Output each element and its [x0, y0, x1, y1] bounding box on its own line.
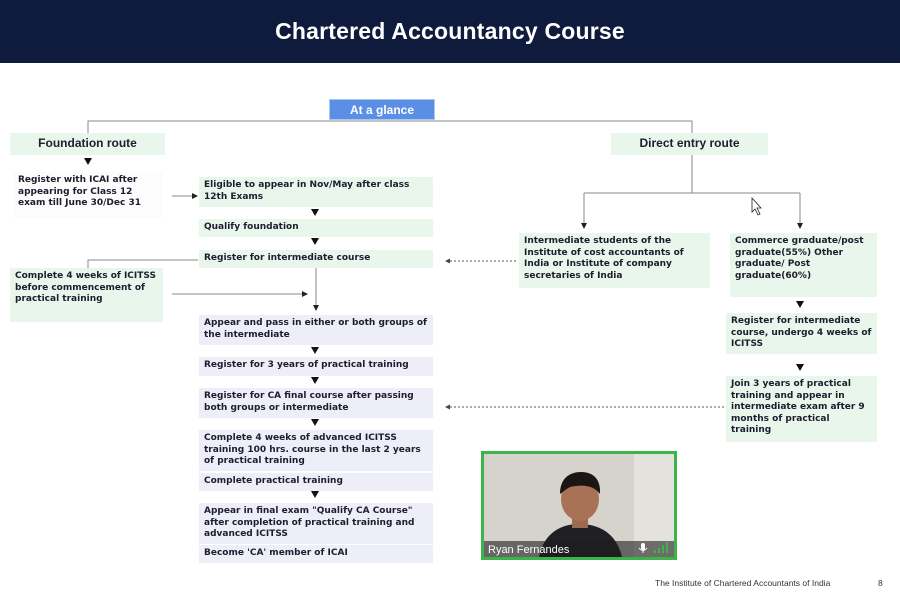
register-icitss-step: Register for intermediate course, undergo 4 weeks of ICITSS	[726, 313, 877, 354]
practical-training-step: Register for 3 years of practical training	[199, 357, 433, 376]
icitss-step: Complete 4 weeks of ICITSS before commencement of practical training	[10, 268, 163, 322]
microphone-icon[interactable]	[636, 542, 650, 554]
mouse-cursor-icon	[752, 198, 761, 215]
direct-entry-route-label: Direct entry route	[611, 133, 768, 155]
at-a-glance-label: At a glance	[329, 99, 435, 120]
slide-title: Chartered Accountancy Course	[275, 18, 625, 44]
advanced-icitss-step: Complete 4 weeks of advanced ICITSS training 100 hrs. course in the last 2 years of practical training	[199, 430, 433, 471]
signal-strength-icon	[653, 542, 669, 554]
page-number: 8	[878, 578, 883, 588]
participant-name: Ryan Fernandes	[488, 544, 570, 556]
eligible-step: Eligible to appear in Nov/May after class 12th Exams	[199, 177, 433, 207]
intermediate-students-step: Intermediate students of the Institute of cost accountants of India or Institute of company secretaries of India	[519, 233, 710, 288]
register-icai-step: Register with ICAI after appearing for Class 12 exam till June 30/Dec 31	[13, 172, 163, 218]
complete-training-step: Complete practical training	[199, 473, 433, 491]
graduates-step: Commerce graduate/post graduate(55%) Other graduate/ Post graduate(60%)	[730, 233, 877, 297]
final-exam-step: Appear in final exam "Qualify CA Course" after completion of practical training and advanced ICITSS	[199, 503, 433, 544]
join-training-step: Join 3 years of practical training and appear in intermediate exam after 9 months of practical training	[726, 376, 877, 442]
participant-video-tile[interactable]	[481, 451, 677, 560]
register-intermediate-step: Register for intermediate course	[199, 250, 433, 268]
appear-intermediate-step: Appear and pass in either or both groups of the intermediate	[199, 315, 433, 345]
register-final-step: Register for CA final course after passing both groups or intermediate	[199, 388, 433, 418]
footer-institute: The Institute of Chartered Accountants of India	[655, 578, 831, 588]
qualify-foundation-step: Qualify foundation	[199, 219, 433, 237]
foundation-route-label: Foundation route	[10, 133, 165, 155]
become-member-step: Become 'CA' member of ICAI	[199, 545, 433, 563]
